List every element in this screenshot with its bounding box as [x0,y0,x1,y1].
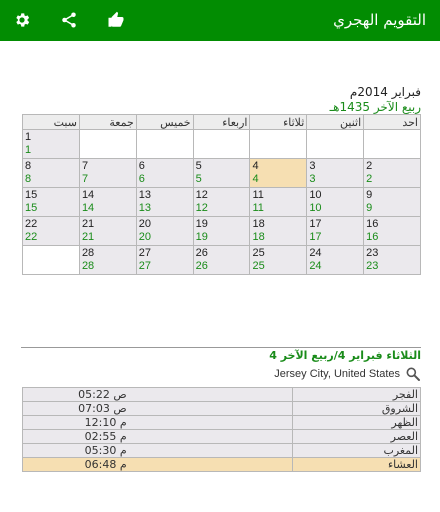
search-icon[interactable] [405,366,421,382]
hijri-day-number: 8 [25,173,32,185]
hijri-day-number: 5 [195,173,202,185]
prayer-row [23,402,421,416]
prayer-times-table [22,387,421,472]
selected-day-info [269,349,421,363]
calendar-empty-cell [364,130,421,159]
hijri-day-number: 18 [252,231,265,243]
gregorian-day-number: 11 [252,189,264,201]
gregorian-day-number: 21 [81,218,95,230]
gregorian-day-number: 14 [81,189,95,201]
gregorian-day-number: 10 [309,189,322,201]
hijri-day-number: 15 [25,202,38,214]
app-title: التقويم الهجري [333,11,426,29]
calendar-week-row [23,217,421,246]
calendar-week-row [23,188,421,217]
calendar-day-cell[interactable] [79,188,136,217]
calendar-day-cell[interactable] [250,246,307,275]
hijri-day-number: 19 [195,231,208,243]
hijri-day-number: 10 [309,202,322,214]
prayer-time: 05:30 م [23,444,293,458]
calendar-day-cell[interactable] [364,159,421,188]
hijri-day-number: 11 [252,202,264,214]
calendar-empty-cell [250,130,307,159]
selected-day-label: الثلاثاء فبراير 4/ربيع الآخر 4 [269,349,421,362]
prayer-row [23,430,421,444]
gregorian-day-number: 1 [25,131,32,143]
gear-icon[interactable] [10,8,34,32]
month-header [330,85,421,115]
weekday-saturday: سبت [23,115,80,130]
gregorian-day-number: 13 [138,189,152,201]
hijri-day-number: 26 [195,260,208,272]
gregorian-day-number: 2 [366,160,373,172]
hijri-day-number: 17 [309,231,322,243]
share-icon[interactable] [57,8,81,32]
gregorian-day-number: 9 [366,189,373,201]
weekday-thursday: خميس [136,115,193,130]
hijri-day-number: 28 [81,260,95,272]
hijri-day-number: 13 [138,202,152,214]
gregorian-day-number: 27 [138,247,152,259]
hijri-day-number: 20 [138,231,152,243]
weekday-header-row [23,115,421,130]
weekday-wednesday: اربعاء [193,115,250,130]
gregorian-day-number: 12 [195,189,208,201]
month-calendar [22,114,421,275]
calendar-day-cell[interactable] [23,217,80,246]
prayer-row [23,388,421,402]
hijri-day-number: 12 [195,202,208,214]
app-bar [0,0,440,41]
calendar-day-cell[interactable] [250,217,307,246]
calendar-day-cell[interactable] [23,188,80,217]
gregorian-day-number: 16 [366,218,379,230]
hijri-day-number: 24 [309,260,322,272]
calendar-day-cell[interactable] [307,217,364,246]
prayer-time: 02:55 م [23,430,293,444]
prayer-row [23,444,421,458]
calendar-day-cell[interactable] [307,188,364,217]
hijri-day-number: 3 [309,173,316,185]
calendar-empty-cell [23,246,80,275]
thumbs-up-icon[interactable] [104,8,128,32]
hijri-day-number: 14 [81,202,95,214]
calendar-day-cell[interactable] [23,159,80,188]
hijri-day-number: 9 [366,202,373,214]
prayer-name: الظهر [292,416,420,430]
calendar-day-cell[interactable] [307,159,364,188]
calendar-empty-cell [79,130,136,159]
prayer-time: 12:10 م [23,416,293,430]
hijri-day-number: 22 [25,231,38,243]
weekday-sunday: احد [364,115,421,130]
gregorian-day-number: 8 [25,160,32,172]
gregorian-day-number: 22 [25,218,38,230]
hijri-day-number: 6 [138,173,145,185]
weekday-monday: اثنين [307,115,364,130]
prayer-name: العشاء [292,458,420,472]
prayer-name: الفجر [292,388,420,402]
calendar-day-cell[interactable] [136,246,193,275]
hijri-day-number: 7 [81,173,89,185]
calendar-day-cell[interactable] [193,217,250,246]
section-divider [21,347,421,348]
calendar-day-cell[interactable] [79,246,136,275]
prayer-name: المغرب [292,444,420,458]
hijri-day-number: 21 [81,231,95,243]
prayer-row [23,416,421,430]
location-row[interactable] [274,366,421,382]
calendar-day-cell[interactable] [193,246,250,275]
prayer-time: 05:22 ص [23,388,293,402]
calendar-week-row [23,159,421,188]
calendar-day-cell[interactable] [364,246,421,275]
hijri-month-title: ربيع الآخر 1435هـ [329,100,421,114]
prayer-name: العصر [292,430,420,444]
prayer-row [23,458,421,472]
gregorian-day-number: 23 [366,247,379,259]
gregorian-day-number: 24 [309,247,322,259]
gregorian-day-number: 7 [81,160,89,172]
calendar-day-cell[interactable] [136,159,193,188]
gregorian-month-title: فبراير 2014م [349,85,421,99]
calendar-day-cell[interactable] [193,188,250,217]
calendar-day-cell[interactable] [364,217,421,246]
gregorian-day-number: 5 [195,160,202,172]
calendar-empty-cell [193,130,250,159]
weekday-friday: جمعة [79,115,136,130]
calendar-day-cell[interactable] [136,217,193,246]
gregorian-day-number: 19 [195,218,208,230]
calendar-day-cell[interactable] [250,159,307,188]
gregorian-day-number: 17 [309,218,322,230]
calendar-empty-cell [307,130,364,159]
prayer-time: 07:03 ص [23,402,293,416]
hijri-day-number: 16 [366,231,379,243]
calendar-day-cell[interactable] [79,217,136,246]
calendar-day-cell[interactable] [79,159,136,188]
calendar-empty-cell [136,130,193,159]
gregorian-day-number: 20 [138,218,152,230]
gregorian-day-number: 4 [252,160,259,172]
calendar-week-row [23,130,421,159]
prayer-name: الشروق [292,402,420,416]
hijri-day-number: 23 [366,260,379,272]
calendar-day-cell[interactable] [364,188,421,217]
calendar-day-cell[interactable] [193,159,250,188]
prayer-time: 06:48 م [23,458,293,472]
hijri-day-number: 4 [252,173,259,185]
gregorian-day-number: 15 [25,189,38,201]
location-name: Jersey City, United States [274,368,400,380]
calendar-week-row [23,246,421,275]
calendar-day-cell[interactable] [23,130,80,159]
calendar-day-cell[interactable] [250,188,307,217]
gregorian-day-number: 25 [252,247,265,259]
gregorian-day-number: 26 [195,247,208,259]
calendar-day-cell[interactable] [136,188,193,217]
calendar-day-cell[interactable] [307,246,364,275]
hijri-day-number: 2 [366,173,373,185]
weekday-tuesday: ثلاثاء [250,115,307,130]
hijri-day-number: 25 [252,260,265,272]
hijri-day-number: 1 [25,144,32,156]
hijri-day-number: 27 [138,260,152,272]
gregorian-day-number: 6 [138,160,145,172]
gregorian-day-number: 3 [309,160,316,172]
gregorian-day-number: 28 [81,247,95,259]
gregorian-day-number: 18 [252,218,265,230]
